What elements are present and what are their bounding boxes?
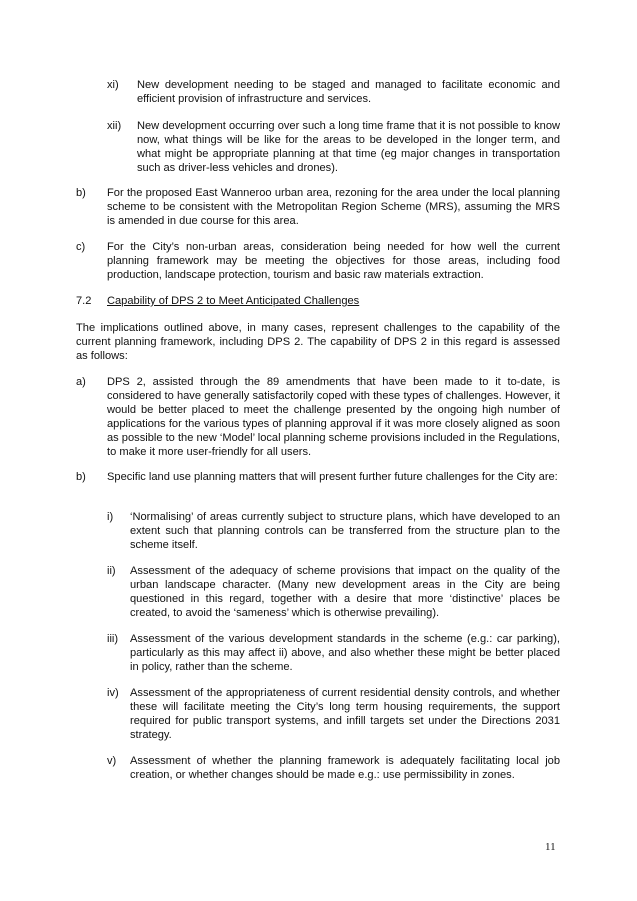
sub-list-marker: i) — [107, 511, 114, 523]
sub-list-item-text: ‘Normalising’ of areas currently subject to structure plans, which have developed to an extent such that planning controls can be transferred from the structure plan to the scheme itself. — [130, 511, 560, 551]
list-item-text: DPS 2, assisted through the 89 amendments that have been made to it to-date, is considered to have generally satisfactorily coped with these types of challenges. However, it would be better placed to meet the challenge presented by the ongoing high number of applications for the various types of planning approval if it was more closely aligned as soon as possible to the new ‘Model’ local planning scheme provisions included in the Regulations, to make it more user-friendly for all users. — [107, 376, 560, 458]
list-item-text: New development needing to be staged and managed to facilitate economic and efficient provision of infrastructure and services. — [137, 79, 560, 105]
list-marker: b) — [76, 187, 86, 199]
list-marker: a) — [76, 376, 86, 388]
list-marker: xi) — [107, 79, 119, 91]
list-item-text: For the City’s non-urban areas, consideration being needed for how well the current planning framework may be meeting the objectives for those areas, including food production, landscape protection, tourism and basic raw materials extraction. — [107, 241, 560, 281]
list-item-text: For the proposed East Wanneroo urban area, rezoning for the area under the local planning scheme to be consistent with the Metropolitan Region Scheme (MRS), assuming the MRS is amended in due course for this area. — [107, 187, 560, 227]
list-item-text: New development occurring over such a long time frame that it is not possible to know now, what things will be like for the areas to be developed in the longer term, and what might be appropriate planning at that time (eg major changes in transportation such as driver-less vehicles and drones). — [137, 120, 560, 174]
sub-list-marker: v) — [107, 755, 117, 767]
sub-list-item-text: Assessment of the appropriateness of current residential density controls, and whether these will facilitate meeting the City’s long term housing requirements, the support required for public transport systems, and infill targets set under the Directions 2031 strategy. — [130, 687, 560, 741]
list-marker: b) — [76, 471, 86, 483]
sub-list-marker: iii) — [107, 633, 119, 645]
sub-list-item-text: Assessment of the various development standards in the scheme (e.g.: car parking), particularly as this may affect ii) above, and also whether these might be better placed in policy, rather than the scheme. — [130, 633, 560, 673]
section-number: 7.2 — [76, 295, 92, 307]
section-heading: Capability of DPS 2 to Meet Anticipated Challenges — [107, 295, 360, 307]
sub-list-item-text: Assessment of whether the planning framework is adequately facilitating local job creation, or whether changes should be made e.g.: use permissibility in zones. — [130, 755, 560, 781]
sub-list-marker: iv) — [107, 687, 119, 699]
sub-list-item-text: Assessment of the adequacy of scheme provisions that impact on the quality of the urban landscape character. (Many new development areas in the City are being questioned in this regard, together with a desire that more ‘distinctive’ places be created, to avoid the ‘sameness’ which is otherwise prevailing). — [130, 565, 560, 619]
list-item-text: Specific land use planning matters that will present further future challenges for the City are: — [107, 471, 558, 483]
list-marker: xii) — [107, 120, 122, 132]
page-number: 11 — [545, 841, 556, 853]
sub-list-marker: ii) — [107, 565, 116, 577]
intro-paragraph: The implications outlined above, in many cases, represent challenges to the capability of the current planning framework, including DPS 2. The capability of DPS 2 in this regard is assessed as follows: — [76, 322, 560, 362]
list-marker: c) — [76, 241, 86, 253]
